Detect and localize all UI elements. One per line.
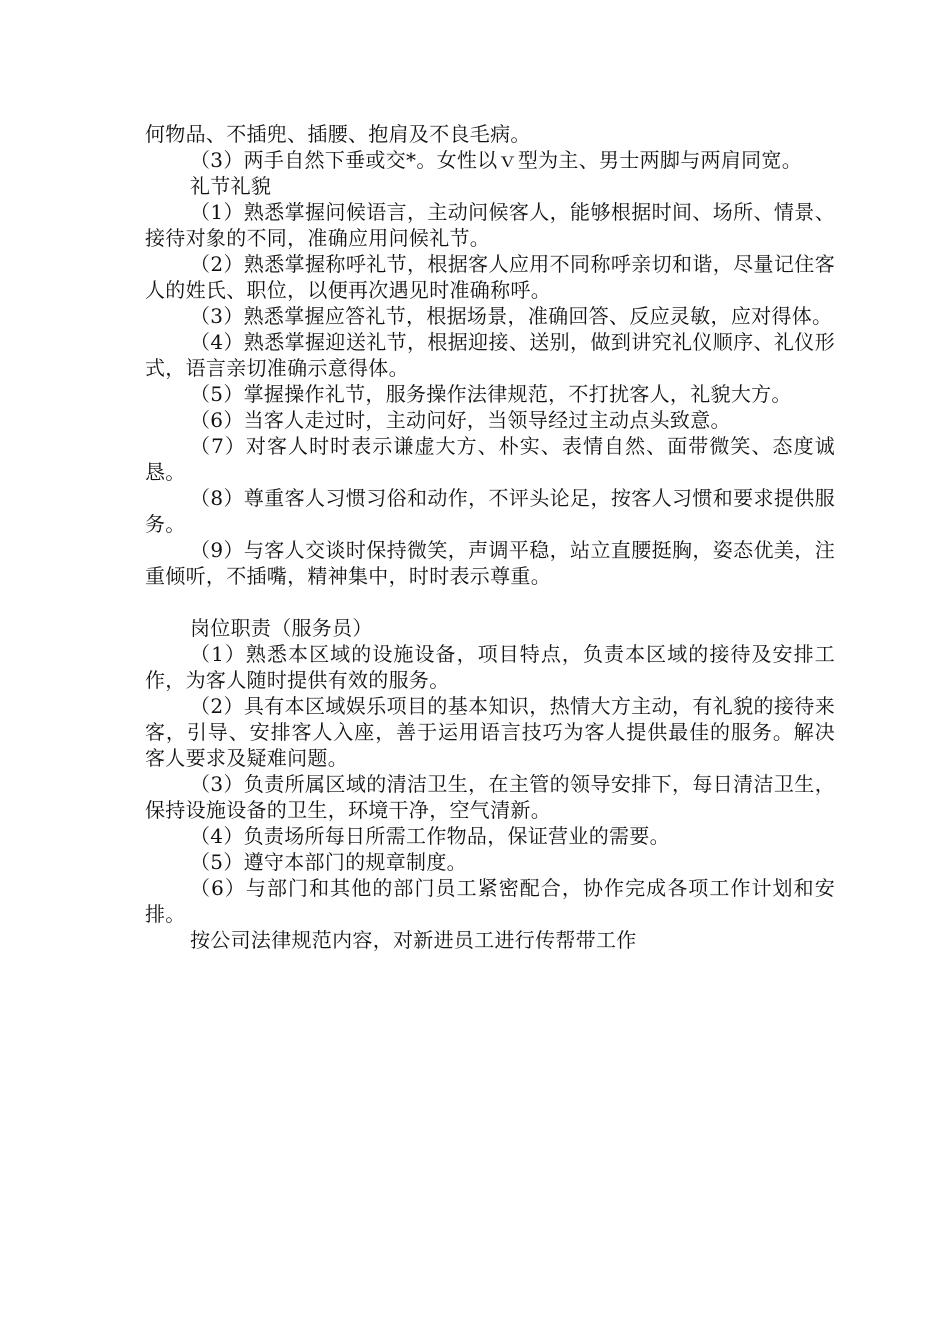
duties-item-3: （3）负责所属区域的清洁卫生，在主管的领导安排下，每日清洁卫生，保持设施设备的卫生，环境干净，空气清新。 [145,772,835,822]
duties-item-6: （6）与部门和其他的部门员工紧密配合，协作完成各项工作计划和安排。 [145,876,835,926]
posture-item-3: （3）两手自然下垂或交*。女性以ｖ型为主、男士两脚与两肩同宽。 [190,148,803,172]
section-gap [145,589,835,615]
etiquette-item-3: （3）熟悉掌握应答礼节，根据场景，准确回答、反应灵敏，应对得体。 [190,304,833,328]
duties-heading: 岗位职责（服务员） [190,616,373,640]
continued-line: 何物品、不插兜、插腰、抱肩及不良毛病。 [145,122,531,146]
duties-item-1: （1）熟悉本区域的设施设备，项目特点，负责本区域的接待及安排工作，为客人随时提供有效的服务。 [145,642,835,692]
etiquette-item-5: （5）掌握操作礼节，服务操作法律规范，不打扰客人，礼貌大方。 [190,382,792,406]
etiquette-item-8: （8）尊重客人习惯习俗和动作，不评头论足，按客人习惯和要求提供服务。 [145,486,835,536]
duties-item-2: （2）具有本区域娱乐项目的基本知识，热情大方主动，有礼貌的接待来客，引导、安排客人入座，善于运用语言技巧为客人提供最佳的服务。解决客人要求及疑难问题。 [145,694,835,770]
duties-item-5: （5）遵守本部门的规章制度。 [190,850,467,874]
etiquette-item-4: （4）熟悉掌握迎送礼节，根据迎接、送别，做到讲究礼仪顺序、礼仪形式，语言亲切准确示意得体。 [145,330,835,380]
duties-closing: 按公司法律规范内容，对新进员工进行传帮带工作 [190,928,637,952]
etiquette-item-7: （7）对客人时时表示谦虚大方、朴实、表情自然、面带微笑、态度诚恳。 [145,434,835,484]
document-body [145,121,835,953]
etiquette-item-6: （6）当客人走过时，主动问好，当领导经过主动点头致意。 [190,408,731,432]
etiquette-item-2: （2）熟悉掌握称呼礼节，根据客人应用不同称呼亲切和谐，尽量记住客人的姓氏、职位，以便再次遇见时准确称呼。 [145,252,835,302]
etiquette-item-9: （9）与客人交谈时保持微笑，声调平稳，站立直腰挺胸，姿态优美，注重倾听，不插嘴，精神集中，时时表示尊重。 [145,538,835,588]
etiquette-item-1: （1）熟悉掌握问候语言，主动问候客人，能够根据时间、场所、情景、接待对象的不同，准确应用问候礼节。 [145,200,835,250]
duties-item-4: （4）负责场所每日所需工作物品，保证营业的需要。 [190,824,670,848]
etiquette-heading: 礼节礼貌 [190,174,272,198]
